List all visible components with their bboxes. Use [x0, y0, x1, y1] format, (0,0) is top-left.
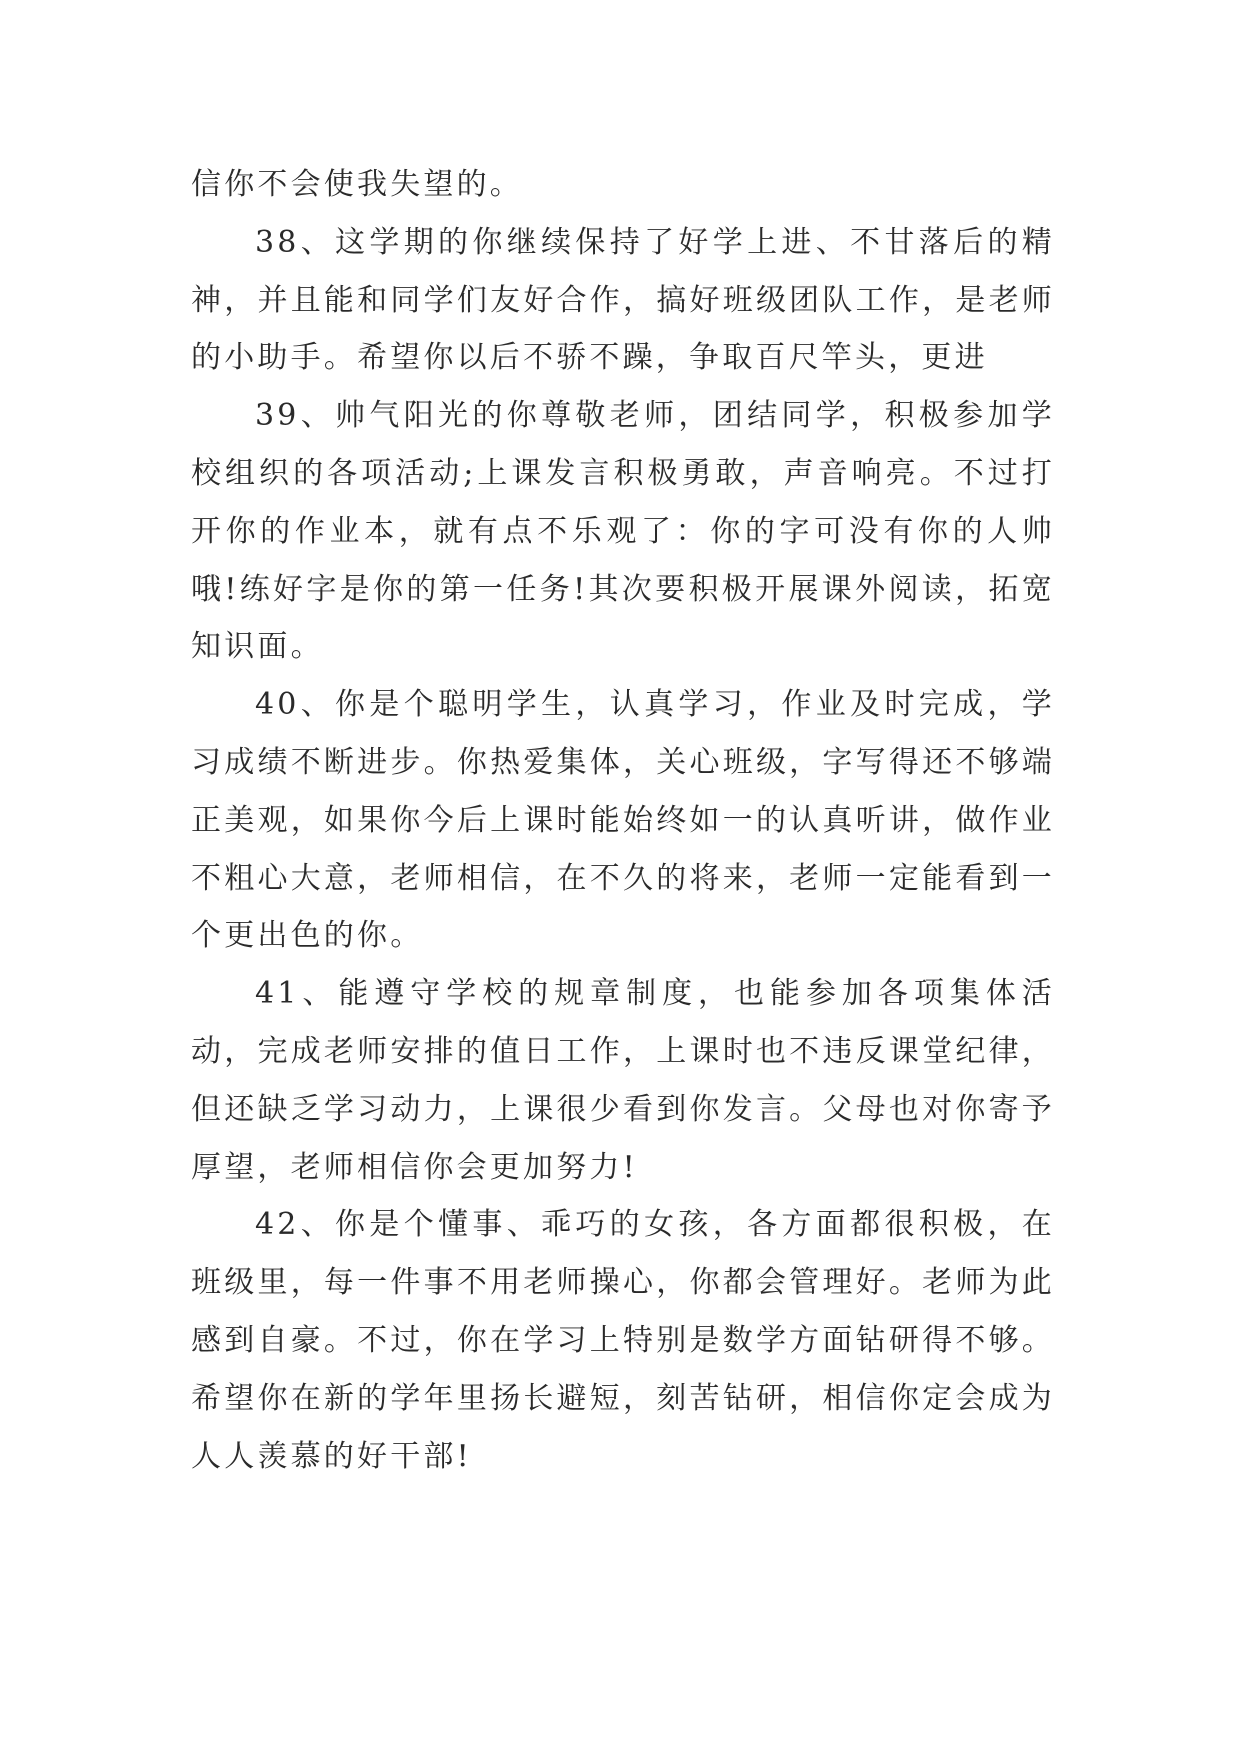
document-body	[191, 156, 1055, 1485]
paragraph-continuation: 信你不会使我失望的。	[191, 167, 523, 202]
paragraph-comment-41: 41、能遵守学校的规章制度，也能参加各项集体活动，完成老师安排的值日工作，上课时也不违反课堂纪律，但还缺乏学习动力，上课很少看到你发言。父母也对你寄予厚望，老师相信你会更加努力!	[191, 976, 1055, 1185]
paragraph-comment-38: 38、这学期的你继续保持了好学上进、不甘落后的精神，并且能和同学们友好合作，搞好班级团队工作，是老师的小助手。希望你以后不骄不躁，争取百尺竿头，更进	[191, 224, 1055, 376]
paragraph-comment-42: 42、你是个懂事、乖巧的女孩，各方面都很积极，在班级里，每一件事不用老师操心，你都会管理好。老师为此感到自豪。不过，你在学习上特别是数学方面钻研得不够。希望你在新的学年里扬长避短，刻苦钻研，相信你定会成为人人羡慕的好干部!	[191, 1207, 1055, 1474]
paragraph-comment-39: 39、帅气阳光的你尊敬老师，团结同学，积极参加学校组织的各项活动;上课发言积极勇敢，声音响亮。不过打开你的作业本，就有点不乐观了：你的字可没有你的人帅哦!练好字是你的第一任务!其次要积极开展课外阅读，拓宽知识面。	[191, 398, 1055, 665]
paragraph-comment-40: 40、你是个聪明学生，认真学习，作业及时完成，学习成绩不断进步。你热爱集体，关心班级，字写得还不够端正美观，如果你今后上课时能始终如一的认真听讲，做作业不粗心大意，老师相信，在不久的将来，老师一定能看到一个更出色的你。	[191, 687, 1055, 954]
